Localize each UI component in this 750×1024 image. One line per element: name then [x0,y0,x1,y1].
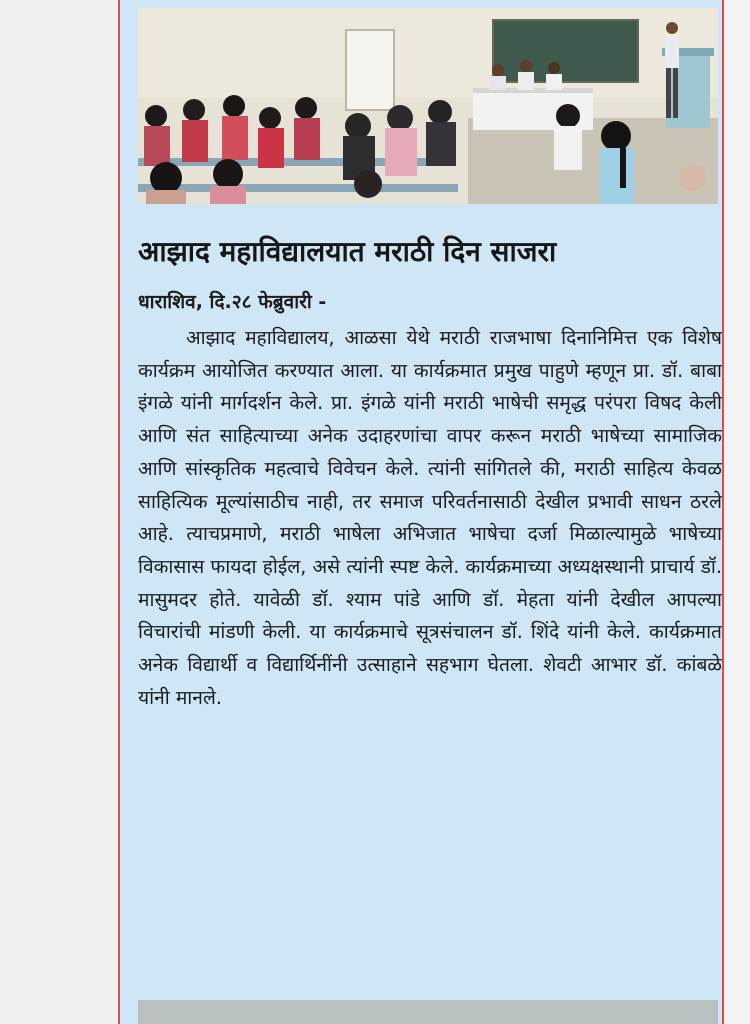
event-photo [138,8,718,204]
next-article-photo [138,1000,718,1024]
article-headline: आझाद महाविद्यालयात मराठी दिन साजरा [138,235,557,268]
article-column [118,0,724,1024]
article-body: आझाद महाविद्यालय, आळसा येथे मराठी राजभाषा दिनानिमित्त एक विशेष कार्यक्रम आयोजित करण्यात आला. या कार्यक्रमात प्रमुख पाहुणे म्हणून प्रा. डॉ. बाबा इंगळे यांनी मार्गदर्शन केले. प्रा. इंगळे यांनी मराठी भाषेची समृद्ध परंपरा विषद केली आणि संत साहित्याच्या अनेक उदाहरणांचा वापर करून मराठी भाषेच्या सामाजिक आणि सांस्कृतिक महत्वाचे विवेचन केले. त्यांनी सांगितले की, मराठी साहित्य केवळ साहित्यिक मूल्यांसाठीच नाही, तर समाज परिवर्तनासाठी देखील प्रभावी साधन ठरले आहे. त्याचप्रमाणे, मराठी भाषेला अभिजात भाषेचा दर्जा मिळाल्यामुळे भाषेच्या विकासास फायदा होईल, असे त्यांनी स्पष्ट केले. कार्यक्रमाच्या अध्यक्षस्थानी प्राचार्य डॉ. मासुमदर होते. यावेळी डॉ. श्याम पांडे आणि डॉ. मेहता यांनी देखील आपल्या विचारांची मांडणी केली. या कार्यक्रमाचे सूत्रसंचालन डॉ. शिंदे यांनी केले. कार्यक्रमात अनेक विद्यार्थी व विद्यार्थिनींनी उत्साहाने सहभाग घेतला. शेवटी आभार डॉ. कांबळे यांनी मानले. [138,326,722,709]
right-margin [724,0,750,1024]
left-margin [0,0,118,1024]
article-dateline: धाराशिव, दि.२८ फेब्रुवारी - [138,291,327,313]
